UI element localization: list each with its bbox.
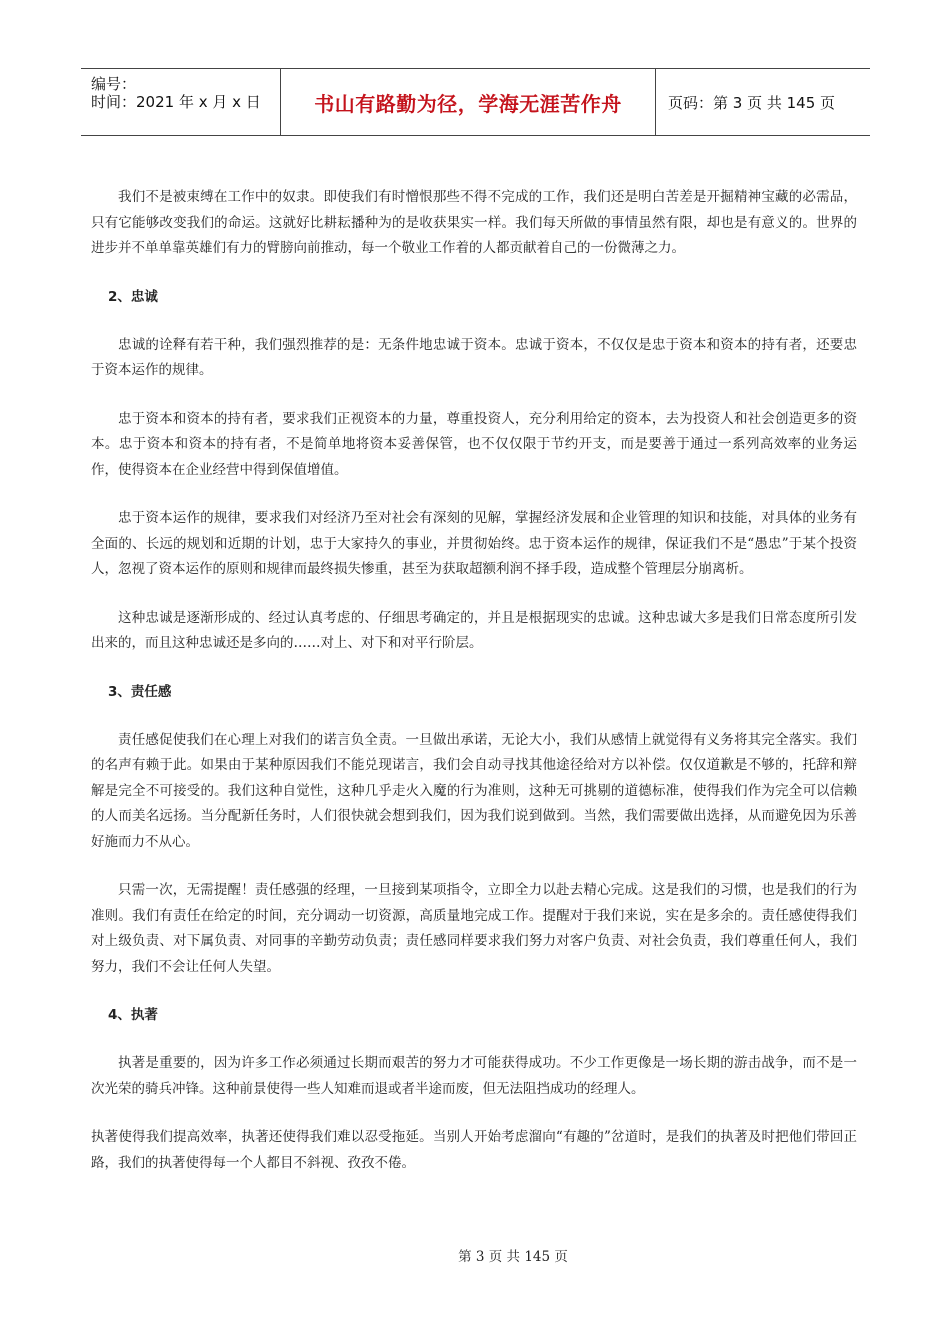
header-motto: 书山有路勤为径，学海无涯苦作舟 [281, 69, 656, 135]
paragraph-6: 责任感促使我们在心理上对我们的诺言负全责。一旦做出承诺，无论大小，我们从感情上就觉得有义务将其完全落实。我们的名声有赖于此。如果由于某种原因我们不能兑现诺言，我们会自动寻找其他途径给对方以补偿。仅仅道歉是不够的，托辞和辩解是完全不可接受的。我们这种自觉性，这种几乎走火入魔的行为准则，这种无可挑剔的道德标准，使得我们作为完全可以信赖的人而美名远扬。当分配新任务时，人们很快就会想到我们，因为我们说到做到。当然，我们需要做出选择，从而避免因为乐善好施而力不从心。 [91, 731, 857, 850]
header-page-label: 页码：第 3 页 共 145 页 [668, 93, 836, 112]
doc-number-label: 编号： [91, 75, 137, 93]
page-footer: 第 3 页 共 145 页 [458, 1249, 568, 1265]
section-heading-loyalty: 2、忠诚 [108, 288, 158, 305]
paragraph-5: 这种忠诚是逐渐形成的、经过认真考虑的、仔细思考确定的，并且是根据现实的忠诚。这种忠诚大多是我们日常态度所引发出来的，而且这种忠诚还是多向的……对上、对下和对平行阶层。 [91, 609, 857, 651]
page-header [81, 68, 870, 136]
paragraph-2: 忠诚的诠释有若干种，我们强烈推荐的是：无条件地忠诚于资本。忠诚于资本，不仅仅是忠于资本和资本的持有者，还要忠于资本运作的规律。 [91, 336, 857, 378]
paragraph-1: 我们不是被束缚在工作中的奴隶。即使我们有时憎恨那些不得不完成的工作，我们还是明白苦差是开掘精神宝藏的必需品，只有它能够改变我们的命运。这就好比耕耘播种为的是收获果实一样。我们每天所做的事情虽然有限，却也是有意义的。世界的进步并不单单靠英雄们有力的臂膀向前推动，每一个敬业工作着的人都贡献着自己的一份微薄之力。 [91, 189, 857, 256]
section-heading-responsibility: 3、责任感 [108, 683, 172, 700]
paragraph-7: 只需一次，无需提醒！责任感强的经理，一旦接到某项指令，立即全力以赴去精心完成。这是我们的习惯，也是我们的行为准则。我们有责任在给定的时间，充分调动一切资源，高质量地完成工作。提醒对于我们来说，实在是多余的。责任感使得我们对上级负责、对下属负责、对同事的辛勤劳动负责；责任感同样要求我们努力对客户负责、对社会负责，我们尊重任何人，我们努力，我们不会让任何人失望。 [91, 882, 857, 975]
paragraph-4: 忠于资本运作的规律，要求我们对经济乃至对社会有深刻的见解，掌握经济发展和企业管理的知识和技能，对具体的业务有全面的、长远的规划和近期的计划，忠于大家持久的事业，并贯彻始终。忠于资本运作的规律，保证我们不是“愚忠”于某个投资人，忽视了资本运作的原则和规律而最终损失惨重，甚至为获取超额利润不择手段，造成整个管理层分崩离析。 [91, 510, 857, 577]
paragraph-9: 执著使得我们提高效率，执著还使得我们难以忍受拖延。当别人开始考虑溜向“有趣的”岔道时，是我们的执著及时把他们带回正路，我们的执著使得每一个人都目不斜视、孜孜不倦。 [91, 1129, 857, 1171]
doc-date-label: 时间：2021 年 x 月 x 日 [91, 93, 261, 111]
document-body [91, 185, 857, 1199]
paragraph-3: 忠于资本和资本的持有者，要求我们正视资本的力量，尊重投资人，充分利用给定的资本，去为投资人和社会创造更多的资本。忠于资本和资本的持有者，不是简单地将资本妥善保管，也不仅仅限于节约开支，而是要善于通过一系列高效率的业务运作，使得资本在企业经营中得到保值增值。 [91, 410, 857, 478]
section-heading-persistence: 4、执著 [108, 1007, 158, 1023]
header-meta [81, 69, 281, 135]
paragraph-8: 执著是重要的，因为许多工作必须通过长期而艰苦的努力才可能获得成功。不少工作更像是一场长期的游击战争，而不是一次光荣的骑兵冲锋。这种前景使得一些人知难而退或者半途而废，但无法阻挡成功的经理人。 [91, 1055, 857, 1097]
